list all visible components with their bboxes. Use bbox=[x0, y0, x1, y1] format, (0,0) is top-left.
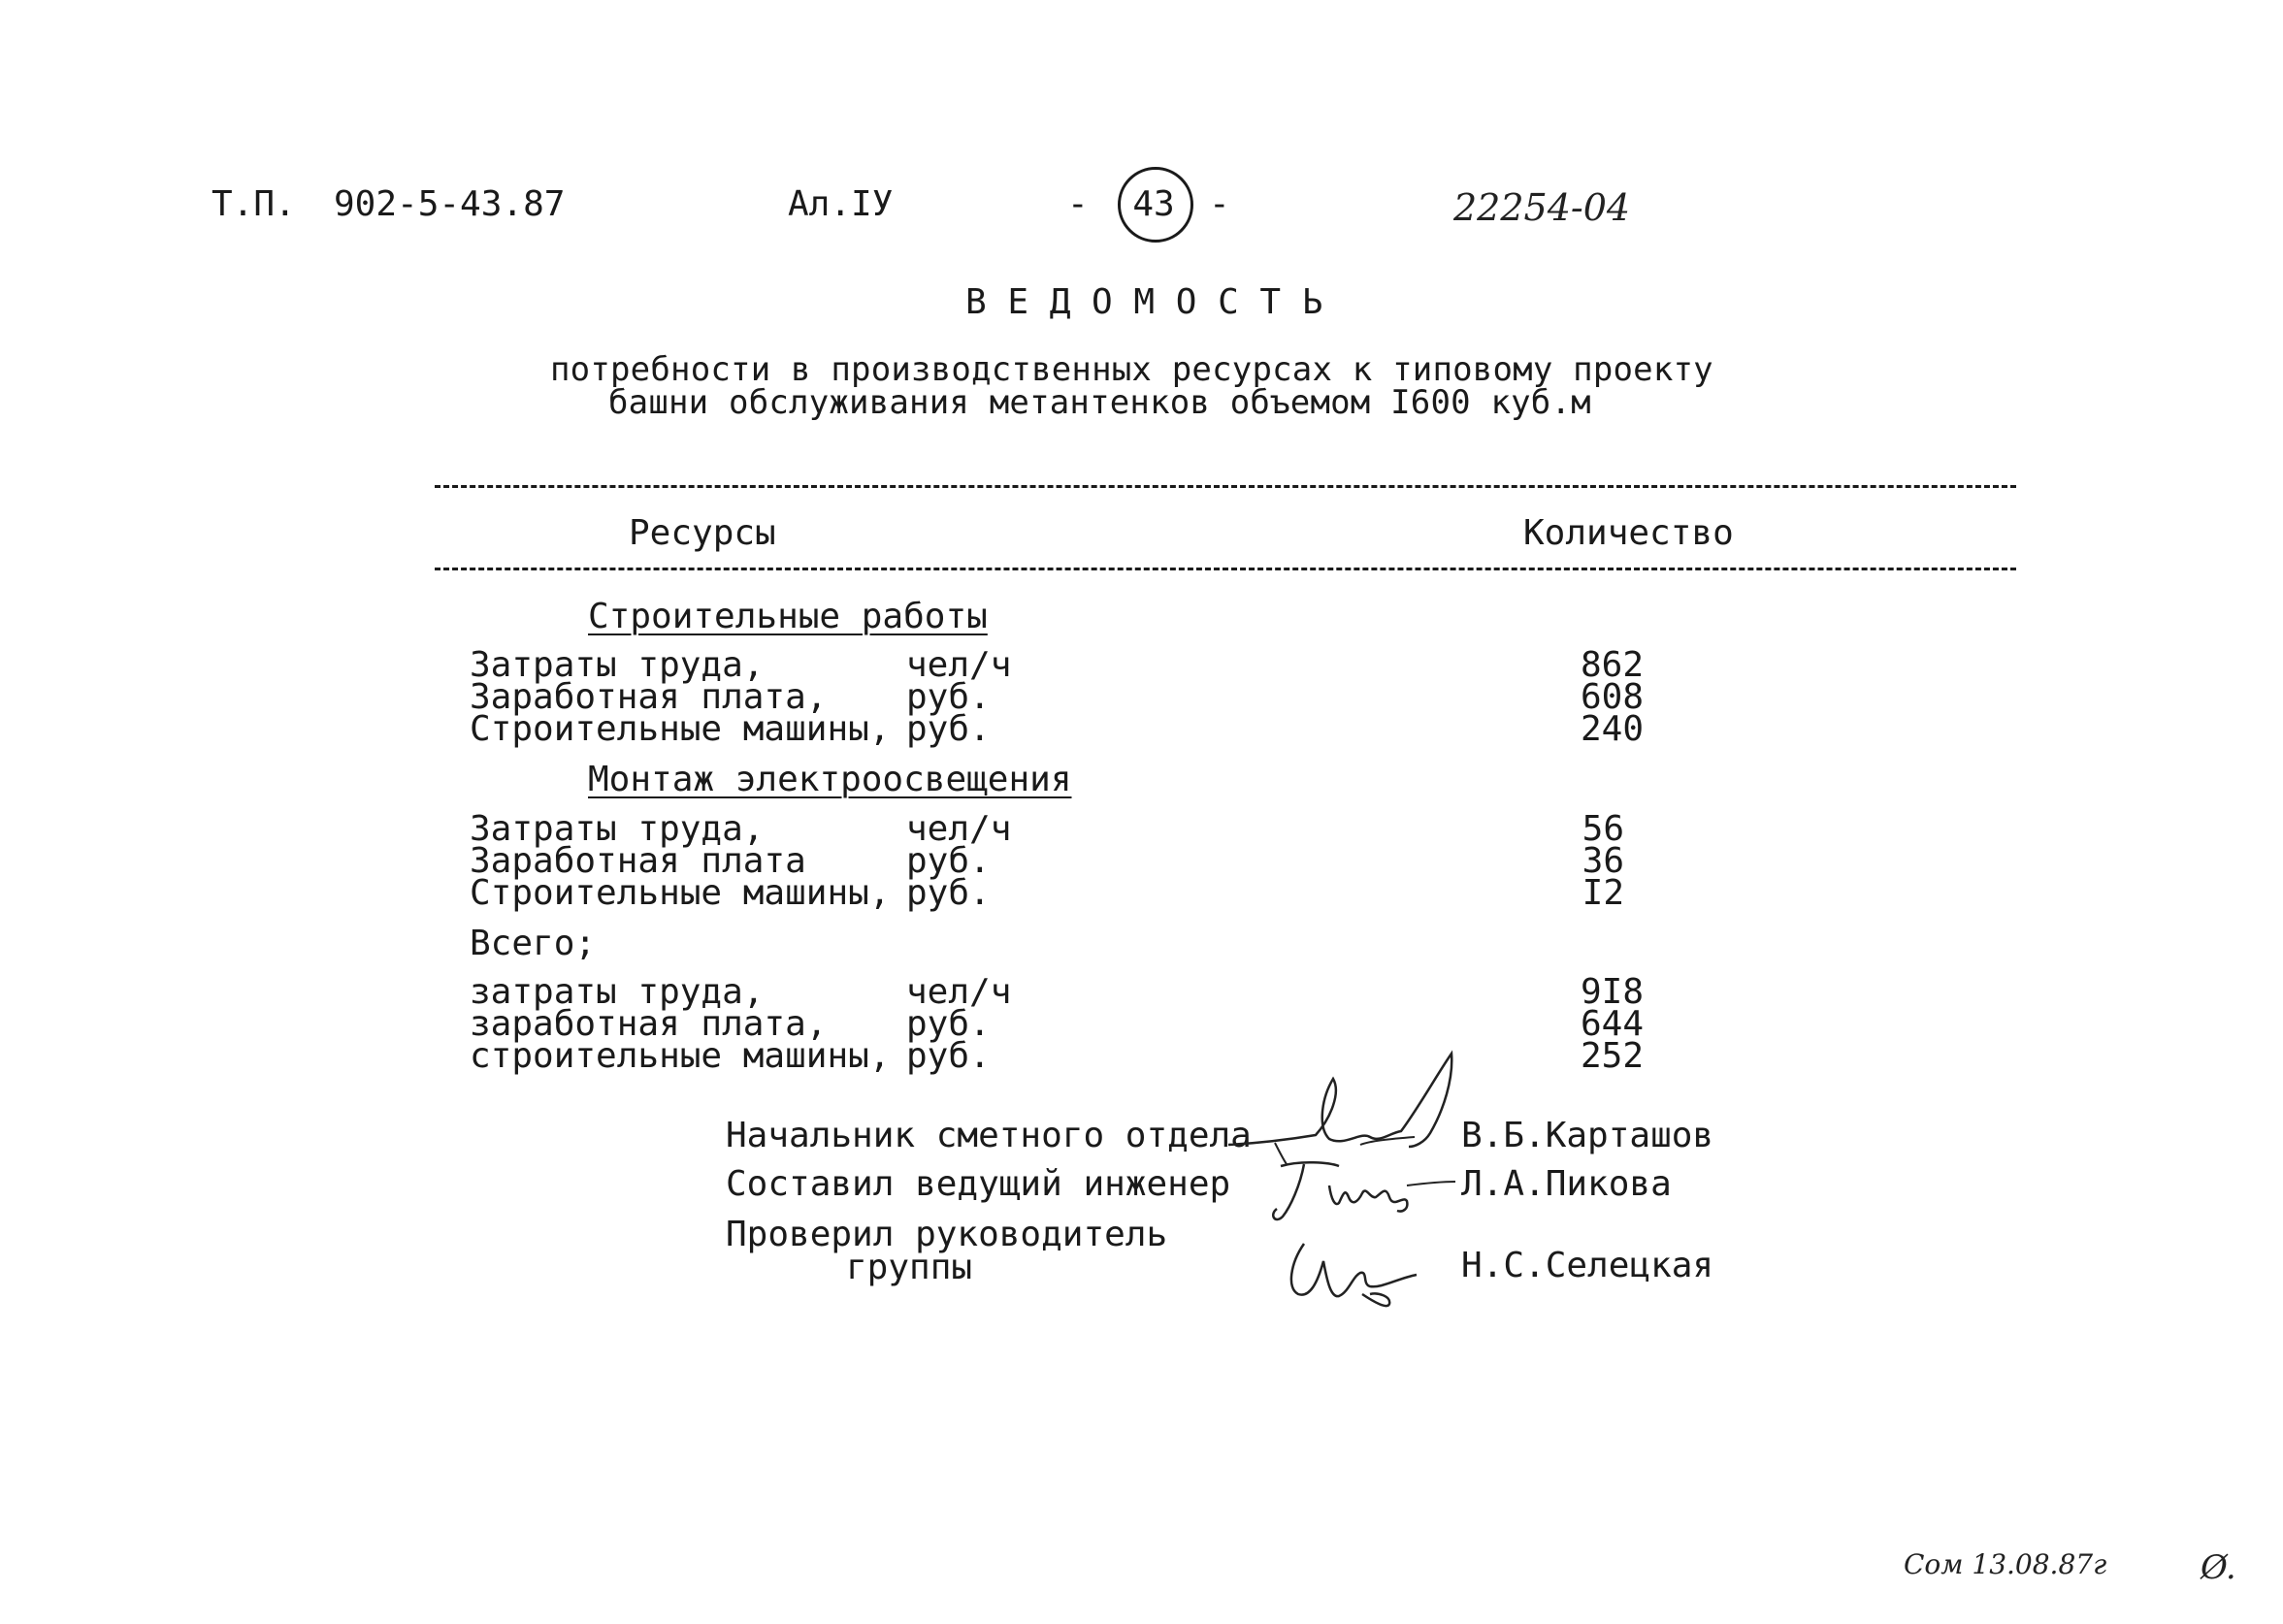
head-role: Начальник сметного отдела bbox=[726, 1116, 1252, 1155]
tp-prefix: Т.П. bbox=[212, 184, 296, 224]
project-code: 902-5-43.87 bbox=[334, 184, 566, 224]
row-unit: руб. bbox=[906, 709, 991, 749]
row-unit: руб. bbox=[906, 677, 991, 717]
row-name: строительные машины, bbox=[470, 1036, 891, 1076]
row-value: 608 bbox=[1580, 677, 1644, 717]
row-value: 240 bbox=[1580, 709, 1644, 749]
row-name: Заработная плата, bbox=[470, 677, 828, 717]
row-name: заработная плата, bbox=[470, 1004, 828, 1044]
row-unit: руб. bbox=[906, 1004, 991, 1044]
table-top-rule bbox=[435, 485, 2016, 488]
row-name: затраты труда, bbox=[470, 972, 765, 1012]
row-unit: чел/ч bbox=[906, 972, 1012, 1012]
row-value: 36 bbox=[1582, 841, 1624, 881]
checker-role-line-2: группы bbox=[846, 1248, 973, 1287]
row-value: I2 bbox=[1582, 873, 1624, 913]
row-unit: руб. bbox=[906, 1036, 991, 1076]
head-name: В.Б.Карташов bbox=[1461, 1116, 1714, 1155]
document-heading: В Е Д О М О С Т Ь bbox=[965, 282, 1323, 322]
section-title: Строительные работы bbox=[588, 597, 988, 636]
row-unit: чел/ч bbox=[906, 645, 1012, 685]
row-name: Заработная плата bbox=[470, 841, 806, 881]
row-unit: руб. bbox=[906, 873, 991, 913]
row-value: 56 bbox=[1582, 809, 1624, 849]
compiler-role: Составил ведущий инженер bbox=[726, 1164, 1231, 1204]
row-unit: чел/ч bbox=[906, 809, 1012, 849]
row-name: Строительные машины, bbox=[470, 709, 891, 749]
table-header-rule bbox=[435, 568, 2016, 570]
footer-mark: Ø. bbox=[2201, 1548, 2236, 1587]
checker-role-line-1: Проверил руководитель bbox=[726, 1215, 1168, 1254]
footer-approval-note: Сом 13.08.87г bbox=[1904, 1548, 2107, 1580]
row-value: 252 bbox=[1580, 1036, 1644, 1076]
page-dash-right: - bbox=[1209, 184, 1230, 224]
column-header-quantity: Количество bbox=[1523, 513, 1734, 553]
compiler-name: Л.А.Пикова bbox=[1461, 1164, 1672, 1204]
row-name: Затраты труда, bbox=[470, 809, 765, 849]
totals-title: Всего; bbox=[470, 924, 597, 963]
row-name: Строительные машины, bbox=[470, 873, 891, 913]
row-unit: руб. bbox=[906, 841, 991, 881]
column-header-resources: Ресурсы bbox=[629, 513, 776, 553]
row-value: 862 bbox=[1580, 645, 1644, 685]
page-dash-left: - bbox=[1067, 184, 1089, 224]
section-title: Монтаж электроосвещения bbox=[588, 760, 1072, 799]
compiler-signature bbox=[1261, 1156, 1465, 1234]
registry-number: 22254-04 bbox=[1453, 186, 1631, 229]
album-number: Ал.IУ bbox=[788, 184, 894, 224]
checker-name: Н.С.Селецкая bbox=[1461, 1246, 1714, 1285]
subtitle-line-1: потребности в производственных ресурсах к типовому проекту bbox=[550, 350, 1713, 389]
row-value: 9I8 bbox=[1580, 972, 1644, 1012]
subtitle-line-2: башни обслуживания метантенков объемом I600 куб.м bbox=[608, 383, 1591, 422]
row-value: 644 bbox=[1580, 1004, 1644, 1044]
checker-signature bbox=[1281, 1234, 1426, 1321]
page-number: 43 bbox=[1132, 184, 1175, 224]
row-name: Затраты труда, bbox=[470, 645, 765, 685]
